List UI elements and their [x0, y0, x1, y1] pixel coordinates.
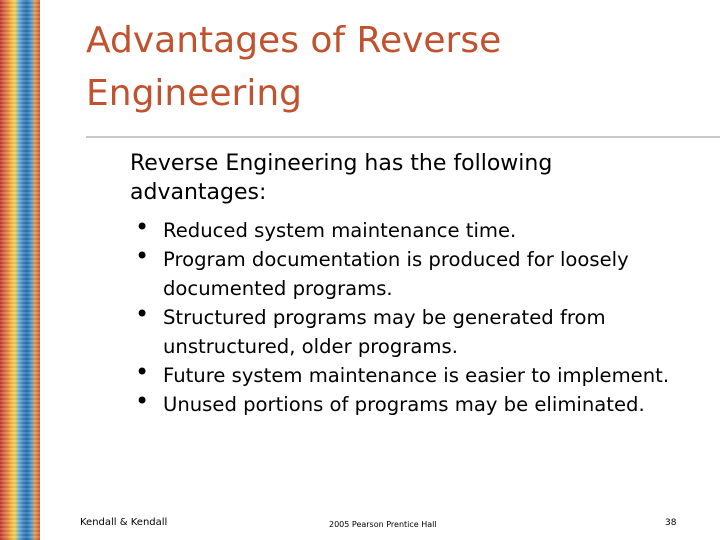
intro-text: Reverse Engineering has the following advantages:: [130, 151, 553, 205]
list-item-text: Structured programs may be generated from unstructured, older programs.: [163, 306, 606, 358]
list-item-text: Reduced system maintenance time.: [163, 219, 517, 242]
list-item: [135, 358, 715, 390]
bullet-icon: •: [135, 213, 150, 241]
page-number: 38: [665, 518, 677, 528]
list-item-text: Future system maintenance is easier to implement.: [163, 364, 670, 387]
bullet-icon: •: [135, 387, 150, 415]
list-item: [135, 387, 715, 419]
bullet-icon: •: [135, 358, 150, 386]
title-divider: [86, 136, 720, 138]
advantages-list: [135, 213, 715, 419]
slide-title: Advantages of Reverse Engineering: [86, 20, 502, 114]
list-item-text: Unused portions of programs may be eliminated.: [163, 393, 645, 416]
footer-author: Kendall & Kendall: [80, 517, 168, 528]
bullet-icon: •: [135, 300, 150, 328]
footer-publisher: 2005 Pearson Prentice Hall: [329, 520, 437, 529]
list-item: [135, 300, 715, 361]
list-item: [135, 213, 715, 245]
bullet-icon: •: [135, 242, 150, 270]
decorative-stripe: [0, 0, 40, 540]
list-item-text: Program documentation is produced for loosely documented programs.: [163, 248, 629, 300]
list-item: [135, 242, 715, 303]
